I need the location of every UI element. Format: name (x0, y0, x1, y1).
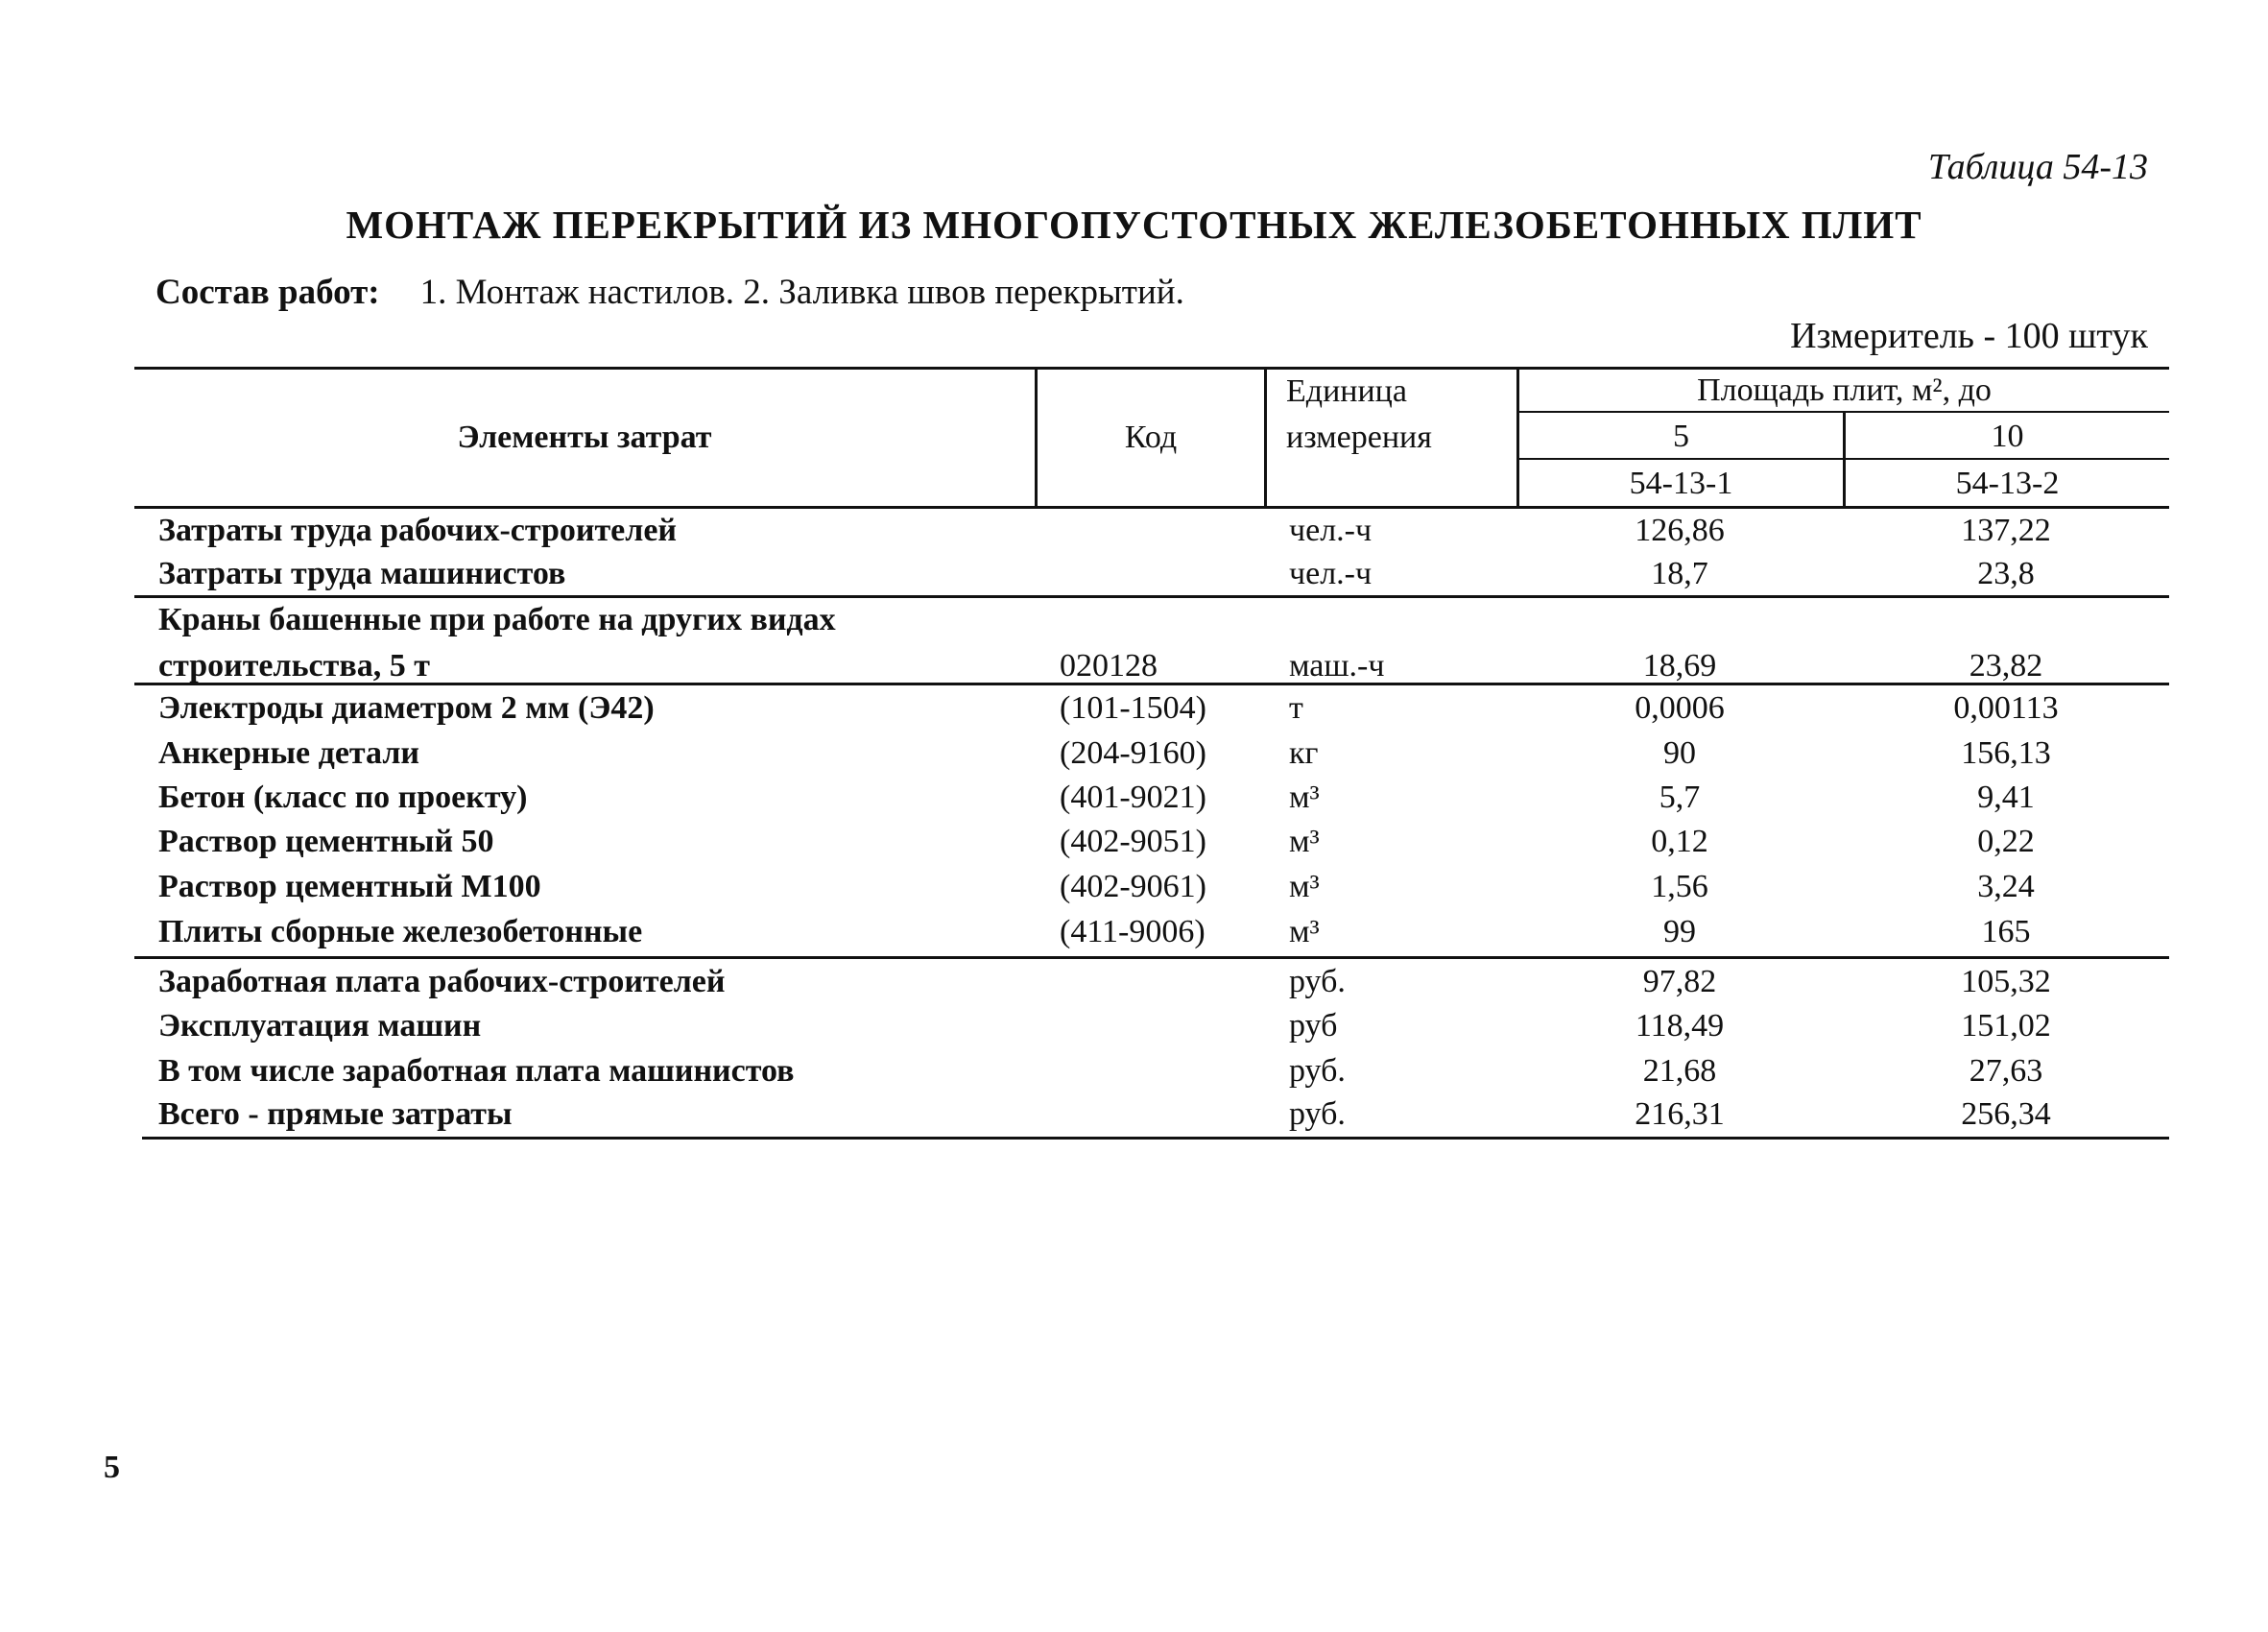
row-name: Раствор цементный 50 (158, 824, 494, 859)
work-composition (155, 272, 1184, 313)
row-code: (101-1504) (1060, 690, 1206, 726)
row-value-col2: 9,41 (1977, 780, 2035, 815)
row-value-col2: 0,22 (1977, 824, 2035, 859)
header-col1-value: 5 (1673, 419, 1689, 454)
row-value-col1: 5,7 (1659, 780, 1701, 815)
row-value-col2: 256,34 (1961, 1096, 2051, 1132)
row-code: (401-9021) (1060, 780, 1206, 815)
row-name-cont: строительства, 5 т (158, 648, 430, 684)
work-composition-text: 1. Монтаж настилов. 2. Заливка швов перекрытий. (419, 273, 1184, 312)
row-value-col2: 156,13 (1961, 735, 2051, 771)
row-value-col1: 18,7 (1651, 556, 1708, 591)
row-code: (402-9061) (1060, 869, 1206, 904)
row-value-col2: 151,02 (1961, 1008, 2051, 1044)
row-unit: кг (1289, 735, 1319, 771)
row-unit: м³ (1289, 780, 1320, 815)
header-area: Площадь плит, м², до (1697, 372, 1992, 408)
row-unit: руб (1289, 1008, 1338, 1044)
row-value-col1: 118,49 (1635, 1008, 1725, 1044)
row-value-col1: 126,86 (1635, 513, 1725, 548)
row-value-col2: 23,8 (1977, 556, 2035, 591)
row-name: Электроды диаметром 2 мм (Э42) (158, 690, 655, 726)
header-elements: Элементы затрат (457, 420, 712, 455)
row-code: (411-9006) (1060, 914, 1206, 949)
row-unit: м³ (1289, 824, 1320, 859)
row-code: (402-9051) (1060, 824, 1206, 859)
header-code: Код (1124, 420, 1178, 455)
row-name: Краны башенные при работе на других видах (158, 602, 836, 637)
row-name: Затраты труда рабочих-строителей (158, 513, 678, 548)
row-value-col1: 0,0006 (1635, 690, 1725, 726)
row-unit: чел.-ч (1289, 556, 1373, 591)
header-col2-value: 10 (1991, 419, 2024, 454)
row-name: Заработная плата рабочих-строителей (158, 964, 726, 999)
row-value-col1: 21,68 (1642, 1053, 1717, 1089)
row-unit: руб. (1289, 1096, 1346, 1132)
row-code: 020128 (1060, 648, 1158, 684)
table-top-rule (134, 367, 2169, 370)
page-title: МОНТАЖ ПЕРЕКРЫТИЙ ИЗ МНОГОПУСТОТНЫХ ЖЕЛЕЗОБЕТОННЫХ ПЛИТ (346, 203, 1922, 247)
row-unit: т (1289, 690, 1303, 726)
header-divider-unit (1264, 367, 1267, 508)
row-value-col1: 97,82 (1642, 964, 1717, 999)
row-name: Бетон (класс по проекту) (158, 780, 528, 815)
row-value-col2: 3,24 (1977, 869, 2035, 904)
row-name: В том числе заработная плата машинистов (158, 1053, 795, 1089)
section-rule-3 (134, 956, 2169, 959)
row-value-col1: 216,31 (1635, 1096, 1725, 1132)
row-name: Эксплуатация машин (158, 1008, 482, 1044)
header-col1-code: 54-13-1 (1629, 466, 1733, 501)
header-bottom-rule (134, 506, 2169, 509)
header-unit-line1: Единица (1286, 373, 1407, 409)
page-mark: 5 (104, 1450, 120, 1485)
row-unit: руб. (1289, 1053, 1346, 1089)
row-value-col2: 105,32 (1961, 964, 2051, 999)
row-value-col1: 99 (1663, 914, 1696, 949)
row-unit: руб. (1289, 964, 1346, 999)
row-name: Анкерные детали (158, 735, 419, 771)
row-unit: чел.-ч (1289, 513, 1373, 548)
row-name: Затраты труда машинистов (158, 556, 566, 591)
table-bottom-rule (142, 1137, 2169, 1140)
row-value-col1: 90 (1663, 735, 1696, 771)
table-number: Таблица 54-13 (1927, 147, 2148, 187)
row-value-col1: 18,69 (1642, 648, 1717, 684)
row-value-col2: 137,22 (1961, 513, 2051, 548)
section-rule-1 (134, 595, 2169, 598)
header-col2-code: 54-13-2 (1955, 466, 2060, 501)
row-value-col1: 0,12 (1651, 824, 1708, 859)
work-composition-label: Состав работ: (155, 273, 380, 312)
row-value-col2: 27,63 (1969, 1053, 2043, 1089)
row-name: Раствор цементный М100 (158, 869, 541, 904)
row-unit: м³ (1289, 869, 1320, 904)
row-name: Всего - прямые затраты (158, 1096, 513, 1132)
row-code: (204-9160) (1060, 735, 1206, 771)
row-value-col1: 1,56 (1651, 869, 1708, 904)
row-value-col2: 23,82 (1969, 648, 2043, 684)
row-unit: м³ (1289, 914, 1320, 949)
measure-unit: Измеритель - 100 штук (1790, 316, 2148, 356)
row-value-col2: 0,00113 (1953, 690, 2059, 726)
header-unit-line2: измерения (1286, 420, 1432, 455)
row-name: Плиты сборные железобетонные (158, 914, 643, 949)
row-unit: маш.-ч (1289, 648, 1385, 684)
row-value-col2: 165 (1981, 914, 2031, 949)
